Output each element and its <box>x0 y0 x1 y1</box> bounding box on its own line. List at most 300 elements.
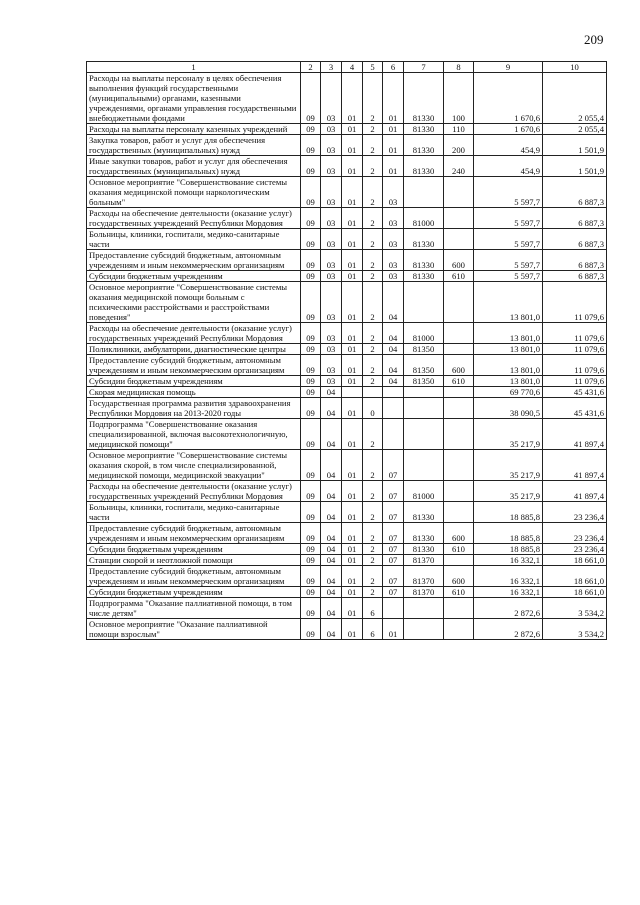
code-subsection: 03 <box>321 271 342 282</box>
code-subprogram: 2 <box>363 271 383 282</box>
code-activity: 01 <box>383 135 404 156</box>
row-name: Основное мероприятие "Совершенствование системы оказания медицинской помощи больным с психическими расстройствами и расстройствами поведения" <box>87 282 301 323</box>
table-row <box>87 355 607 376</box>
code-subsection: 04 <box>321 387 342 398</box>
row-name: Предоставление субсидий бюджетным, автономным учреждениям и иным некоммерческим организациям <box>87 355 301 376</box>
code-program: 01 <box>342 177 363 208</box>
code-activity <box>383 398 404 419</box>
column-header: 3 <box>321 62 342 73</box>
column-header: 9 <box>474 62 543 73</box>
row-name: Поликлиники, амбулатории, диагностические центры <box>87 344 301 355</box>
code-subsection: 03 <box>321 73 342 124</box>
table-row <box>87 344 607 355</box>
amount-year-2: 18 661,0 <box>543 555 607 566</box>
code-program: 01 <box>342 619 363 640</box>
amount-year-1: 13 801,0 <box>474 355 543 376</box>
row-name: Расходы на выплаты персоналу в целях обеспечения выполнения функций государственными (муниципальными) органами, казенными учреждениями, органами управления государственными внебюджетными фондами <box>87 73 301 124</box>
amount-year-1: 18 885,8 <box>474 523 543 544</box>
code-expense-type: 610 <box>444 587 474 598</box>
code-expense-type <box>444 323 474 344</box>
code-section: 09 <box>301 323 321 344</box>
code-subsection: 04 <box>321 587 342 598</box>
code-section: 09 <box>301 398 321 419</box>
column-header: 8 <box>444 62 474 73</box>
row-name: Расходы на выплаты персоналу казенных учреждений <box>87 124 301 135</box>
code-section: 09 <box>301 376 321 387</box>
code-section: 09 <box>301 598 321 619</box>
table-row <box>87 135 607 156</box>
code-program: 01 <box>342 555 363 566</box>
row-name: Основное мероприятие "Совершенствование системы оказания скорой, в том числе специализированной, медицинской помощи, медицинской эвакуации" <box>87 450 301 481</box>
code-activity <box>383 419 404 450</box>
amount-year-1: 454,9 <box>474 156 543 177</box>
code-activity: 07 <box>383 555 404 566</box>
code-program: 01 <box>342 419 363 450</box>
amount-year-1: 16 332,1 <box>474 555 543 566</box>
code-section: 09 <box>301 177 321 208</box>
code-subprogram: 2 <box>363 566 383 587</box>
table-row <box>87 555 607 566</box>
code-expense-type <box>444 555 474 566</box>
code-direction: 81370 <box>404 587 444 598</box>
code-section: 09 <box>301 208 321 229</box>
table-row <box>87 398 607 419</box>
code-direction <box>404 282 444 323</box>
code-subprogram: 2 <box>363 208 383 229</box>
table-row <box>87 376 607 387</box>
code-subprogram: 2 <box>363 156 383 177</box>
table-row <box>87 271 607 282</box>
amount-year-1: 1 670,6 <box>474 73 543 124</box>
code-subsection: 04 <box>321 566 342 587</box>
code-subsection: 04 <box>321 419 342 450</box>
code-subprogram: 2 <box>363 481 383 502</box>
code-expense-type: 610 <box>444 376 474 387</box>
code-program: 01 <box>342 481 363 502</box>
code-activity: 04 <box>383 376 404 387</box>
code-subsection: 03 <box>321 156 342 177</box>
code-expense-type <box>444 398 474 419</box>
code-section: 09 <box>301 481 321 502</box>
table-row <box>87 587 607 598</box>
code-subprogram: 2 <box>363 555 383 566</box>
column-header: 5 <box>363 62 383 73</box>
code-subsection: 03 <box>321 250 342 271</box>
code-activity <box>383 387 404 398</box>
amount-year-1: 16 332,1 <box>474 587 543 598</box>
table-row <box>87 481 607 502</box>
amount-year-2: 2 055,4 <box>543 124 607 135</box>
code-program: 01 <box>342 282 363 323</box>
code-section: 09 <box>301 387 321 398</box>
table-row <box>87 598 607 619</box>
code-subsection: 03 <box>321 177 342 208</box>
code-direction: 81330 <box>404 271 444 282</box>
code-subprogram: 2 <box>363 523 383 544</box>
column-header: 10 <box>543 62 607 73</box>
code-program: 01 <box>342 208 363 229</box>
code-subsection: 04 <box>321 450 342 481</box>
amount-year-2: 23 236,4 <box>543 502 607 523</box>
column-header: 6 <box>383 62 404 73</box>
code-expense-type: 240 <box>444 156 474 177</box>
table-row <box>87 566 607 587</box>
code-direction: 81330 <box>404 229 444 250</box>
amount-year-2: 11 079,6 <box>543 282 607 323</box>
row-name: Предоставление субсидий бюджетным, автономным учреждениям и иным некоммерческим организациям <box>87 250 301 271</box>
column-header: 1 <box>87 62 301 73</box>
table-row <box>87 450 607 481</box>
amount-year-2: 11 079,6 <box>543 344 607 355</box>
amount-year-2: 1 501,9 <box>543 135 607 156</box>
code-activity: 03 <box>383 177 404 208</box>
code-section: 09 <box>301 229 321 250</box>
code-section: 09 <box>301 619 321 640</box>
amount-year-2: 6 887,3 <box>543 177 607 208</box>
code-activity: 07 <box>383 450 404 481</box>
amount-year-1: 13 801,0 <box>474 282 543 323</box>
code-subprogram: 2 <box>363 229 383 250</box>
amount-year-1: 5 597,7 <box>474 177 543 208</box>
code-section: 09 <box>301 124 321 135</box>
code-section: 09 <box>301 156 321 177</box>
code-expense-type: 600 <box>444 250 474 271</box>
table-row <box>87 156 607 177</box>
code-program: 01 <box>342 229 363 250</box>
code-program: 01 <box>342 156 363 177</box>
code-subsection: 04 <box>321 481 342 502</box>
table-row <box>87 419 607 450</box>
amount-year-1: 35 217,9 <box>474 481 543 502</box>
code-expense-type <box>444 344 474 355</box>
code-section: 09 <box>301 419 321 450</box>
code-subsection: 03 <box>321 282 342 323</box>
code-program: 01 <box>342 523 363 544</box>
amount-year-1: 5 597,7 <box>474 271 543 282</box>
amount-year-1: 13 801,0 <box>474 376 543 387</box>
code-subprogram: 6 <box>363 598 383 619</box>
code-activity: 04 <box>383 323 404 344</box>
column-header: 7 <box>404 62 444 73</box>
code-subprogram: 2 <box>363 355 383 376</box>
amount-year-1: 18 885,8 <box>474 544 543 555</box>
code-subprogram: 2 <box>363 544 383 555</box>
code-activity <box>383 598 404 619</box>
code-expense-type <box>444 619 474 640</box>
code-section: 09 <box>301 355 321 376</box>
code-expense-type: 200 <box>444 135 474 156</box>
code-expense-type <box>444 598 474 619</box>
table-row <box>87 323 607 344</box>
amount-year-2: 18 661,0 <box>543 587 607 598</box>
amount-year-2: 11 079,6 <box>543 355 607 376</box>
code-subprogram: 2 <box>363 344 383 355</box>
code-subprogram: 6 <box>363 619 383 640</box>
code-expense-type <box>444 208 474 229</box>
amount-year-1: 69 770,6 <box>474 387 543 398</box>
code-direction <box>404 598 444 619</box>
code-subsection: 03 <box>321 323 342 344</box>
code-expense-type: 610 <box>444 271 474 282</box>
code-subprogram: 2 <box>363 124 383 135</box>
code-subprogram <box>363 387 383 398</box>
amount-year-2: 2 055,4 <box>543 73 607 124</box>
amount-year-1: 13 801,0 <box>474 323 543 344</box>
code-direction: 81330 <box>404 135 444 156</box>
amount-year-2: 18 661,0 <box>543 566 607 587</box>
code-section: 09 <box>301 502 321 523</box>
row-name: Субсидии бюджетным учреждениям <box>87 271 301 282</box>
code-expense-type: 100 <box>444 73 474 124</box>
amount-year-2: 11 079,6 <box>543 376 607 387</box>
budget-table <box>86 61 607 640</box>
code-activity: 07 <box>383 587 404 598</box>
code-activity: 03 <box>383 208 404 229</box>
code-section: 09 <box>301 250 321 271</box>
code-program: 01 <box>342 250 363 271</box>
code-program: 01 <box>342 355 363 376</box>
row-name: Закупка товаров, работ и услуг для обеспечения государственных (муниципальных) нужд <box>87 135 301 156</box>
code-subsection: 04 <box>321 398 342 419</box>
code-subprogram: 2 <box>363 376 383 387</box>
code-subsection: 03 <box>321 344 342 355</box>
amount-year-2: 23 236,4 <box>543 523 607 544</box>
code-program: 01 <box>342 376 363 387</box>
row-name: Субсидии бюджетным учреждениям <box>87 544 301 555</box>
code-program: 01 <box>342 450 363 481</box>
row-name: Подпрограмма "Совершенствование оказания специализированной, включая высокотехнологичную, медицинской помощи" <box>87 419 301 450</box>
row-name: Субсидии бюджетным учреждениям <box>87 376 301 387</box>
code-activity: 01 <box>383 124 404 135</box>
table-row <box>87 124 607 135</box>
amount-year-1: 35 217,9 <box>474 450 543 481</box>
amount-year-2: 41 897,4 <box>543 450 607 481</box>
code-activity: 01 <box>383 156 404 177</box>
code-subsection: 03 <box>321 135 342 156</box>
code-subsection: 04 <box>321 544 342 555</box>
code-section: 09 <box>301 523 321 544</box>
code-subsection: 03 <box>321 355 342 376</box>
column-header: 4 <box>342 62 363 73</box>
table-row <box>87 177 607 208</box>
code-activity: 07 <box>383 523 404 544</box>
code-program: 01 <box>342 587 363 598</box>
code-direction: 81330 <box>404 124 444 135</box>
amount-year-1: 1 670,6 <box>474 124 543 135</box>
code-subsection: 04 <box>321 555 342 566</box>
code-program: 01 <box>342 135 363 156</box>
amount-year-2: 1 501,9 <box>543 156 607 177</box>
code-program: 01 <box>342 344 363 355</box>
code-program: 01 <box>342 271 363 282</box>
amount-year-2: 6 887,3 <box>543 208 607 229</box>
code-program: 01 <box>342 544 363 555</box>
code-direction: 81330 <box>404 73 444 124</box>
amount-year-2: 45 431,6 <box>543 387 607 398</box>
row-name: Основное мероприятие "Совершенствование системы оказания медицинской помощи наркологическим больным" <box>87 177 301 208</box>
code-subprogram: 2 <box>363 177 383 208</box>
row-name: Больницы, клиники, госпитали, медико-санитарные части <box>87 229 301 250</box>
code-subprogram: 2 <box>363 450 383 481</box>
code-subsection: 04 <box>321 523 342 544</box>
code-expense-type <box>444 282 474 323</box>
amount-year-2: 6 887,3 <box>543 229 607 250</box>
code-subprogram: 2 <box>363 135 383 156</box>
table-row <box>87 619 607 640</box>
amount-year-2: 23 236,4 <box>543 544 607 555</box>
row-name: Расходы на обеспечение деятельности (оказание услуг) государственных учреждений Республики Мордовия <box>87 323 301 344</box>
amount-year-2: 41 897,4 <box>543 419 607 450</box>
code-program: 01 <box>342 323 363 344</box>
code-subsection: 03 <box>321 229 342 250</box>
code-program: 01 <box>342 566 363 587</box>
code-activity: 03 <box>383 250 404 271</box>
code-direction <box>404 398 444 419</box>
header-row <box>87 62 607 73</box>
amount-year-1: 38 090,5 <box>474 398 543 419</box>
amount-year-2: 41 897,4 <box>543 481 607 502</box>
code-direction: 81350 <box>404 355 444 376</box>
table-row <box>87 250 607 271</box>
amount-year-2: 11 079,6 <box>543 323 607 344</box>
code-direction: 81350 <box>404 344 444 355</box>
code-subprogram: 2 <box>363 323 383 344</box>
row-name: Субсидии бюджетным учреждениям <box>87 587 301 598</box>
code-direction: 81330 <box>404 544 444 555</box>
code-activity: 04 <box>383 282 404 323</box>
code-section: 09 <box>301 555 321 566</box>
amount-year-1: 2 872,6 <box>474 619 543 640</box>
code-program: 01 <box>342 502 363 523</box>
code-subsection: 03 <box>321 208 342 229</box>
code-subsection: 04 <box>321 502 342 523</box>
code-section: 09 <box>301 282 321 323</box>
code-subsection: 03 <box>321 124 342 135</box>
code-subprogram: 2 <box>363 502 383 523</box>
amount-year-1: 13 801,0 <box>474 344 543 355</box>
code-section: 09 <box>301 344 321 355</box>
amount-year-2: 3 534,2 <box>543 619 607 640</box>
code-program <box>342 387 363 398</box>
code-section: 09 <box>301 73 321 124</box>
code-direction: 81330 <box>404 502 444 523</box>
row-name: Государственная программа развития здравоохранения Республики Мордовия на 2013-2020 годы <box>87 398 301 419</box>
code-section: 09 <box>301 271 321 282</box>
code-direction <box>404 419 444 450</box>
code-program: 01 <box>342 73 363 124</box>
code-direction: 81330 <box>404 523 444 544</box>
amount-year-1: 5 597,7 <box>474 250 543 271</box>
amount-year-2: 6 887,3 <box>543 271 607 282</box>
table-row <box>87 523 607 544</box>
code-expense-type: 610 <box>444 544 474 555</box>
amount-year-1: 18 885,8 <box>474 502 543 523</box>
row-name: Предоставление субсидий бюджетным, автономным учреждениям и иным некоммерческим организациям <box>87 523 301 544</box>
amount-year-1: 2 872,6 <box>474 598 543 619</box>
code-activity: 04 <box>383 355 404 376</box>
code-program: 01 <box>342 398 363 419</box>
amount-year-1: 454,9 <box>474 135 543 156</box>
code-direction: 81370 <box>404 566 444 587</box>
code-direction: 81330 <box>404 250 444 271</box>
code-section: 09 <box>301 450 321 481</box>
code-subprogram: 2 <box>363 587 383 598</box>
row-name: Иные закупки товаров, работ и услуг для обеспечения государственных (муниципальных) нужд <box>87 156 301 177</box>
code-direction <box>404 177 444 208</box>
code-subprogram: 2 <box>363 250 383 271</box>
code-direction <box>404 387 444 398</box>
code-expense-type <box>444 419 474 450</box>
code-activity: 07 <box>383 481 404 502</box>
code-direction: 81000 <box>404 323 444 344</box>
code-activity: 07 <box>383 566 404 587</box>
code-direction: 81000 <box>404 208 444 229</box>
code-activity: 07 <box>383 544 404 555</box>
code-activity: 01 <box>383 73 404 124</box>
amount-year-2: 6 887,3 <box>543 250 607 271</box>
code-direction <box>404 619 444 640</box>
code-expense-type <box>444 177 474 208</box>
amount-year-2: 3 534,2 <box>543 598 607 619</box>
table-row <box>87 387 607 398</box>
page-number: 209 <box>584 32 604 47</box>
amount-year-1: 16 332,1 <box>474 566 543 587</box>
code-activity: 03 <box>383 229 404 250</box>
code-expense-type <box>444 502 474 523</box>
code-subsection: 04 <box>321 619 342 640</box>
code-direction: 81350 <box>404 376 444 387</box>
code-activity: 03 <box>383 271 404 282</box>
code-section: 09 <box>301 135 321 156</box>
amount-year-1: 35 217,9 <box>474 419 543 450</box>
row-name: Основное мероприятие "Оказание паллиативной помощи взрослым" <box>87 619 301 640</box>
code-expense-type <box>444 229 474 250</box>
code-subprogram: 2 <box>363 282 383 323</box>
column-header: 2 <box>301 62 321 73</box>
row-name: Расходы на обеспечение деятельности (оказание услуг) государственных учреждений Республики Мордовия <box>87 208 301 229</box>
code-program: 01 <box>342 598 363 619</box>
amount-year-1: 5 597,7 <box>474 229 543 250</box>
row-name: Подпрограмма "Оказание паллиативной помощи, в том числе детям" <box>87 598 301 619</box>
row-name: Скорая медицинская помощь <box>87 387 301 398</box>
code-expense-type: 600 <box>444 355 474 376</box>
table-row <box>87 544 607 555</box>
code-subsection: 03 <box>321 376 342 387</box>
code-program: 01 <box>342 124 363 135</box>
row-name: Предоставление субсидий бюджетным, автономным учреждениям и иным некоммерческим организациям <box>87 566 301 587</box>
row-name: Станции скорой и неотложной помощи <box>87 555 301 566</box>
table-row <box>87 73 607 124</box>
code-activity: 04 <box>383 344 404 355</box>
row-name: Расходы на обеспечение деятельности (оказание услуг) государственных учреждений Республики Мордовия <box>87 481 301 502</box>
code-expense-type <box>444 387 474 398</box>
table-row <box>87 229 607 250</box>
code-expense-type: 110 <box>444 124 474 135</box>
code-section: 09 <box>301 587 321 598</box>
code-subprogram: 2 <box>363 419 383 450</box>
amount-year-1: 5 597,7 <box>474 208 543 229</box>
code-expense-type <box>444 450 474 481</box>
code-subprogram: 0 <box>363 398 383 419</box>
code-subprogram: 2 <box>363 73 383 124</box>
code-direction <box>404 450 444 481</box>
row-name: Больницы, клиники, госпитали, медико-санитарные части <box>87 502 301 523</box>
table-row <box>87 208 607 229</box>
amount-year-2: 45 431,6 <box>543 398 607 419</box>
code-direction: 81000 <box>404 481 444 502</box>
code-expense-type: 600 <box>444 523 474 544</box>
code-section: 09 <box>301 544 321 555</box>
